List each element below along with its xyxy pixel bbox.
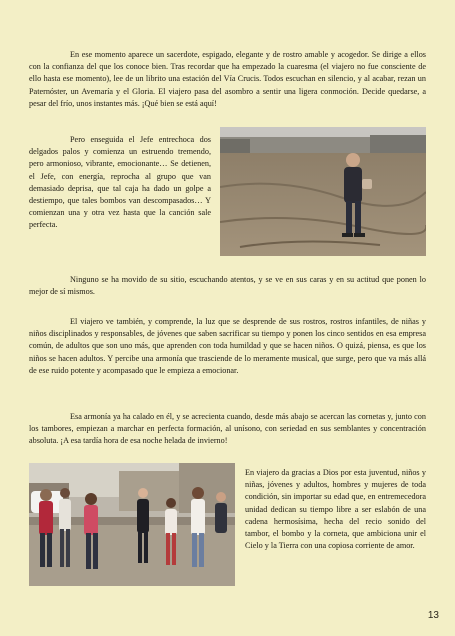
paragraph-5: Esa armonía ya ha calado en él, y se acrecienta cuando, desde más abajo se acercan las cornetas y, junto con los tambores, empiezan a marchar en perfecta formación, al unísono, con seriedad en sus semblantes y concentración absoluta. ¡A esa tardía hora de esa noche helada de invierno! <box>29 412 426 446</box>
paragraph-1: En ese momento aparece un sacerdote, espigado, elegante y de rostro amable y acogedor. Se dirige a ellos con la confianza del que los conoce bien. Tras recordar que ha empezado la cuaresma (el viajero no fue consciente de ello hasta ese momento), lee de un librito una estación del Vía Crucis. Todos escuchan en silencio, y al acabar, rezan un Paternóster, un Avemaría y el Gloria. El viajero pasa del asombro a sentir una ligera conmoción. Decide quedarse, a pesar del frío, unos instantes más. ¡Qué bien se está aquí! <box>29 50 426 108</box>
paragraph-2: Pero enseguida el Jefe entrechoca dos delgados palos y comienza un estruendo tremendo, pero armonioso, vibrante, emocionante… Se detienen, el Jefe, con energía, reprocha al grupo que van demasiado deprisa, que tal caja ha dado un golpe a destiempo, que tales bombos van descompasados… Y comienzan una y otra vez hasta que la canción sale perfecta. <box>29 135 211 230</box>
paragraph-4: El viajero ve también, y comprende, la luz que se desprende de sus rostros, rostros infantiles, de niñas y niños disciplinados y responsables, de jóvenes que saben sacrificar su tiempo y ponen los cinco sentidos en esa empresa común, de adultos que son uno más, que aprenden con toda humildad y que se hacen niños. O quizá, piensa, es que los niños se hacen adultos. Y percibe una armonía que trasciende de lo meramente musical, que surge, pero que va más allá de ese ruido potente y acompasado que le empieza a emocionar. <box>29 317 426 375</box>
paragraph-3: Ninguno se ha movido de su sitio, escuchando atentos, y se ve en sus caras y en su actitud que ponen lo mejor de sí mismos. <box>29 275 426 297</box>
photo-band-street <box>29 463 235 586</box>
paragraph-6: En viajero da gracias a Dios por esta juventud, niños y niñas, jóvenes y adultos, hombres y mujeres de toda condición, sin importar su edad que, en entremecedora unidad dedican su tiempo libre a ser eslabón de una cadena hermosísima, hecha del recio sonido del tambor, el bombo y la corneta, que ambiciona unir el Cielo y la Tierra con una copiosa corriente de amor. <box>245 468 426 551</box>
page-number: 13 <box>427 610 439 621</box>
photo-drummer-field <box>220 127 426 256</box>
